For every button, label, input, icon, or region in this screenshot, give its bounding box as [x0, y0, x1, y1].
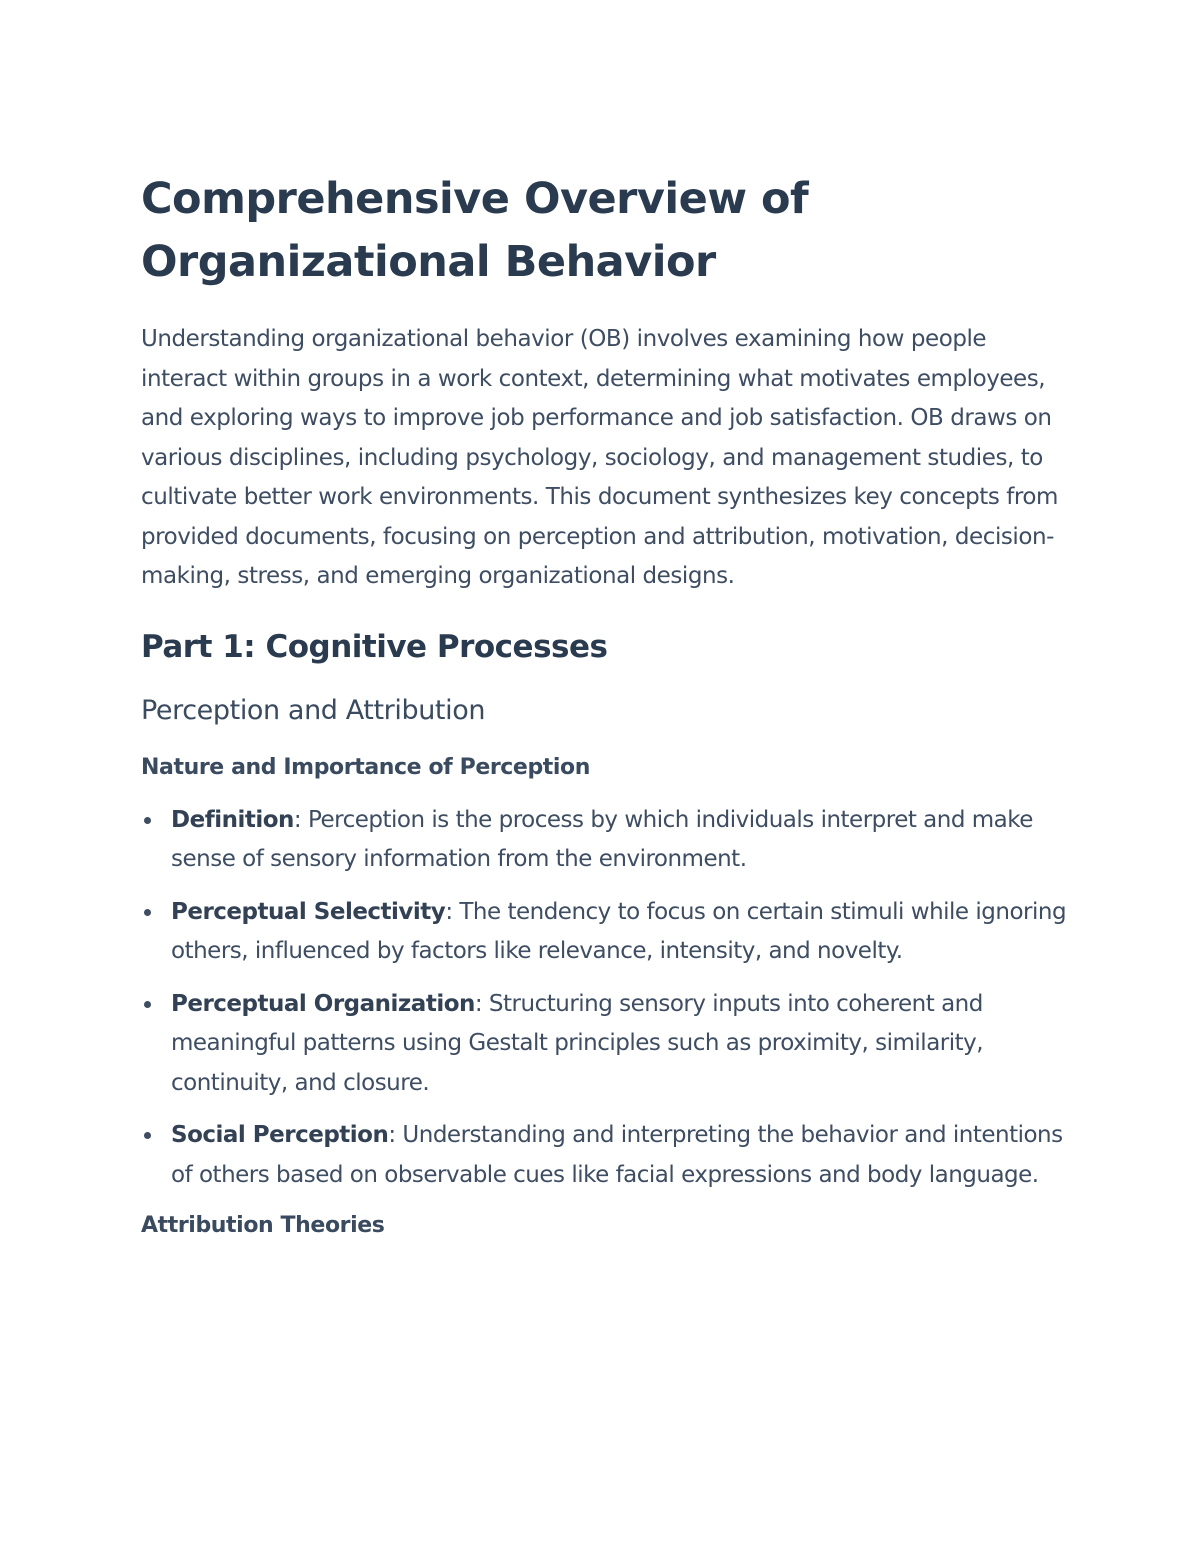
list-item [141, 893, 1071, 972]
list-item [141, 1116, 1071, 1195]
part-1-heading: Part 1: Cognitive Processes [141, 628, 608, 665]
list-item [141, 801, 1071, 880]
list-item-text: : Perception is the process by which individuals interpret and make sense of sensory information from the environment. [171, 806, 1033, 872]
bullet-icon [144, 1132, 151, 1139]
list-item-term: Perceptual Organization [171, 990, 475, 1017]
bullet-icon [144, 1001, 151, 1008]
list-item-term: Definition [171, 806, 294, 833]
section-heading-perception-attribution: Perception and Attribution [141, 694, 486, 726]
bullet-icon [144, 909, 151, 916]
document-page [141, 168, 1071, 1244]
document-title: Comprehensive Overview of Organizational Behavior [141, 174, 809, 287]
list-item-text: : The tendency to focus on certain stimuli while ignoring others, influenced by factors like relevance, intensity, and novelty. [171, 898, 1067, 964]
list-item-term: Social Perception [171, 1122, 389, 1148]
bullet-icon [144, 817, 151, 824]
subsection-heading-nature-perception: Nature and Importance of Perception [141, 754, 591, 780]
intro-paragraph: Understanding organizational behavior (OB) involves examining how people interact within groups in a work context, determining what motivates employees, and exploring ways to improve job performance and job satisfaction. OB draws on various disciplines, including psychology, sociology, and management studies, to cultivate better work environments. This document synthesizes key concepts from provided documents, focusing on perception and attribution, motivation, decision-making, stress, and emerging organizational designs. [141, 326, 1058, 589]
subsection-heading-attribution-theories: Attribution Theories [141, 1213, 385, 1238]
list-item [141, 985, 1071, 1104]
list-item-term: Perceptual Selectivity [171, 898, 446, 925]
list-item-text: : Understanding and interpreting the behavior and intentions of others based on observable cues like facial expressions and body language. [171, 1122, 1063, 1188]
perception-bullet-list [141, 801, 1071, 1196]
list-item-text: : Structuring sensory inputs into coherent and meaningful patterns using Gestalt principles such as proximity, similarity, continuity, and closure. [171, 990, 984, 1096]
